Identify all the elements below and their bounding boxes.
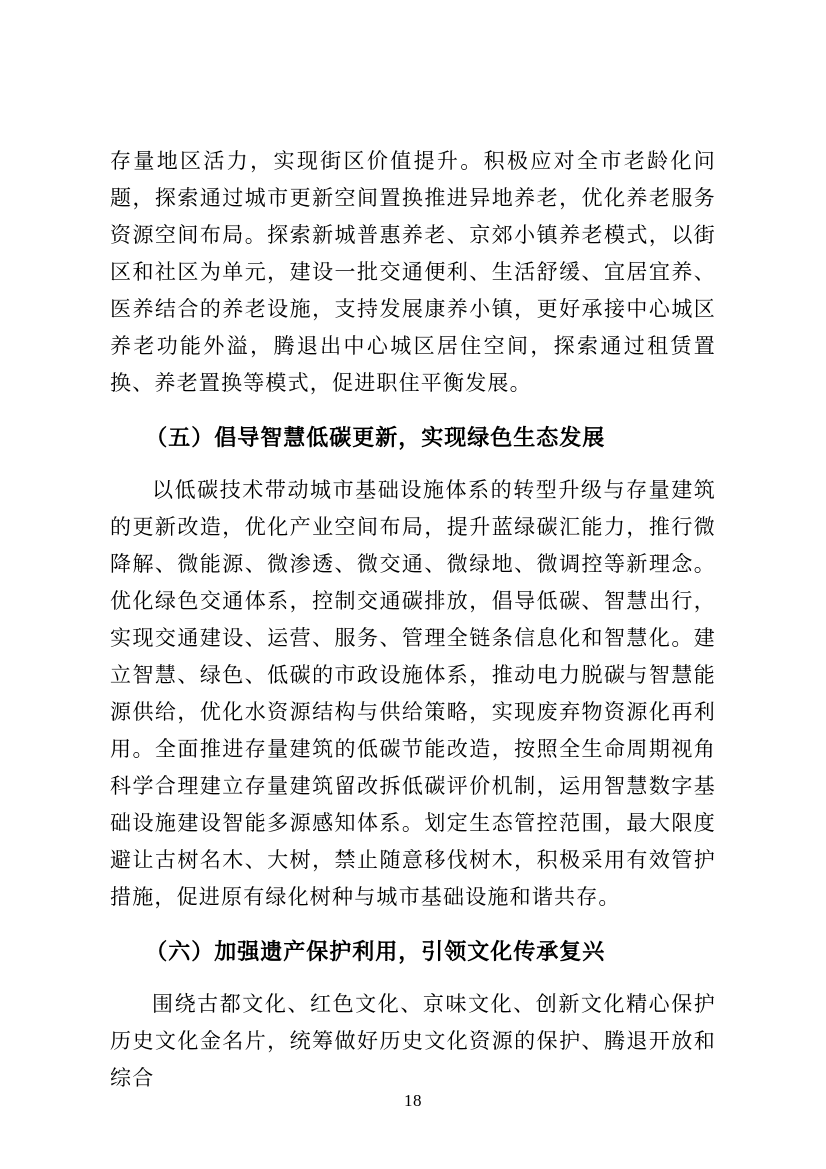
page-number: 18 [404, 1091, 422, 1110]
section-heading-six: （六）加强遗产保护利用，引领文化传承复兴 [145, 939, 606, 964]
section-heading-five: （五）倡导智慧低碳更新，实现绿色生态发展 [145, 425, 606, 450]
section-body-five: 以低碳技术带动城市基础设施体系的转型升级与存量建筑的更新改造，优化产业空间布局，提升蓝绿碳汇能力，推行微降解、微能源、微渗透、微交通、微绿地、微调控等新理念。优化绿色交通体系，控制交通碳排放，倡导低碳、智慧出行，实现交通建设、运营、服务、管理全链条信息化和智慧化。建立智慧、绿色、低碳的市政设施体系，推动电力脱碳与智慧能源供给，优化水资源结构与供给策略，实现废弃物资源化再利用。全面推进存量建筑的低碳节能改造，按照全生命周期视角科学合理建立存量建筑留改拆低碳评价机制，运用智慧数字基础设施建设智能多源感知体系。划定生态管控范围，最大限度避让古树名木、大树，禁止随意移伐树木，积极采用有效管护措施，促进原有绿化树种与城市基础设施和谐共存。 [110, 478, 716, 909]
section-body-six: 围绕古都文化、红色文化、京味文化、创新文化精心保护历史文化金名片，统筹做好历史文化资源的保护、腾退开放和综合 [110, 992, 716, 1090]
paragraph-continuation: 存量地区活力，实现街区价值提升。积极应对全市老龄化问题，探索通过城市更新空间置换推进异地养老，优化养老服务资源空间布局。探索新城普惠养老、京郊小镇养老模式，以街区和社区为单元，建设一批交通便利、生活舒缓、宜居宜养、医养结合的养老设施，支持发展康养小镇，更好承接中心城区养老功能外溢，腾退出中心城区居住空间，探索通过租赁置换、养老置换等模式，促进职住平衡发展。 [110, 149, 716, 395]
